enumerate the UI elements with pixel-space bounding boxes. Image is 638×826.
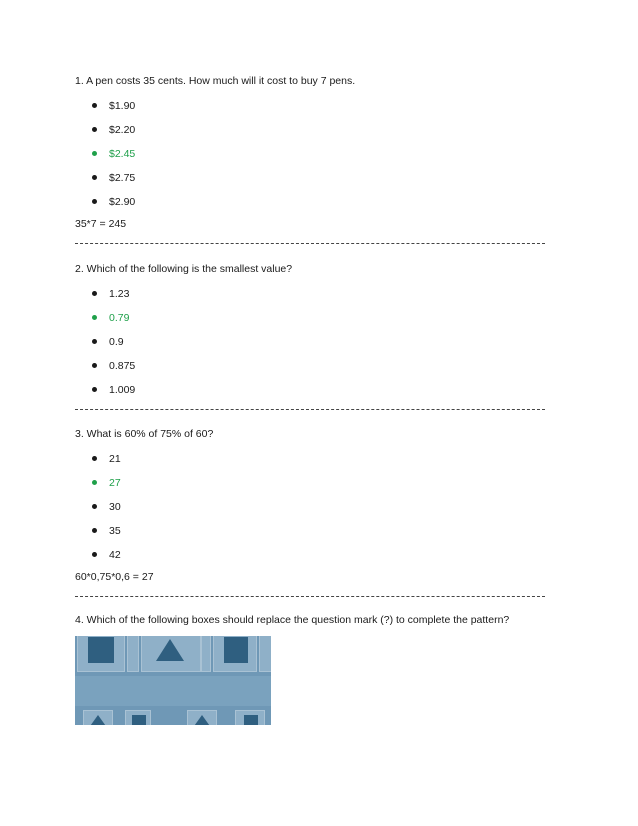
- option-label: $1.90: [109, 100, 136, 112]
- question-2-text: 2. Which of the following is the smallest value?: [75, 263, 293, 275]
- bullet-icon: [92, 315, 97, 320]
- option-label: 1.23: [109, 288, 130, 300]
- triangle-shape-icon: [192, 715, 212, 725]
- square-shape-icon: [244, 715, 258, 725]
- bullet-icon: [92, 504, 97, 509]
- separator-line: [75, 596, 545, 597]
- option-label: 0.9: [109, 336, 124, 348]
- pattern-blur-band: [75, 676, 271, 706]
- pattern-tile: [259, 636, 271, 672]
- bullet-icon: [92, 363, 97, 368]
- pattern-tile: [125, 710, 151, 725]
- square-shape-icon: [88, 637, 114, 663]
- q3-option-1: [92, 453, 121, 466]
- q1-option-3-correct: [92, 148, 135, 161]
- option-label: 21: [109, 453, 121, 465]
- q3-option-5: [92, 549, 121, 562]
- triangle-shape-icon: [156, 639, 184, 661]
- bullet-icon: [92, 339, 97, 344]
- bullet-icon: [92, 456, 97, 461]
- separator-line: [75, 243, 545, 244]
- square-shape-icon: [132, 715, 146, 725]
- q1-option-5: [92, 196, 135, 209]
- bullet-icon: [92, 175, 97, 180]
- pattern-tile: [201, 636, 211, 672]
- question-4-text: 4. Which of the following boxes should replace the question mark (?) to complete the pattern?: [75, 614, 510, 626]
- bullet-icon: [92, 387, 97, 392]
- bullet-icon: [92, 480, 97, 485]
- bullet-icon: [92, 103, 97, 108]
- option-label: 35: [109, 525, 121, 537]
- pattern-photo: [75, 636, 271, 725]
- bullet-icon: [92, 127, 97, 132]
- pattern-tile: [127, 636, 139, 672]
- option-label: 30: [109, 501, 121, 513]
- q2-option-3: [92, 336, 124, 349]
- q1-option-1: [92, 100, 135, 113]
- option-label: 0.875: [109, 360, 136, 372]
- pattern-tile: [83, 710, 113, 725]
- q2-option-1: [92, 288, 129, 301]
- triangle-shape-icon: [88, 715, 108, 725]
- q3-option-4: [92, 525, 121, 538]
- bullet-icon: [92, 528, 97, 533]
- q3-option-2-correct: [92, 477, 121, 490]
- q1-option-4: [92, 172, 135, 185]
- question-1-text: 1. A pen costs 35 cents. How much will it cost to buy 7 pens.: [75, 75, 356, 87]
- q1-working: 35*7 = 245: [75, 218, 127, 230]
- option-label: $2.90: [109, 196, 136, 208]
- option-label: $2.45: [109, 148, 136, 160]
- pattern-tile: [141, 636, 201, 672]
- q3-option-3: [92, 501, 121, 514]
- option-label: 0.79: [109, 312, 130, 324]
- q2-option-2-correct: [92, 312, 129, 325]
- option-label: 42: [109, 549, 121, 561]
- bullet-icon: [92, 552, 97, 557]
- option-label: 27: [109, 477, 121, 489]
- pattern-tile: [213, 636, 257, 672]
- bullet-icon: [92, 199, 97, 204]
- q1-option-2: [92, 124, 135, 137]
- question-3-text: 3. What is 60% of 75% of 60?: [75, 428, 214, 440]
- bullet-icon: [92, 291, 97, 296]
- pattern-tile: [235, 710, 265, 725]
- pattern-tile: [187, 710, 217, 725]
- bullet-icon: [92, 151, 97, 156]
- option-label: $2.75: [109, 172, 136, 184]
- q2-option-5: [92, 384, 135, 397]
- q3-working: 60*0,75*0,6 = 27: [75, 571, 154, 583]
- pattern-tile: [77, 636, 125, 672]
- square-shape-icon: [224, 637, 248, 663]
- q2-option-4: [92, 360, 135, 373]
- option-label: $2.20: [109, 124, 136, 136]
- option-label: 1.009: [109, 384, 136, 396]
- separator-line: [75, 409, 545, 410]
